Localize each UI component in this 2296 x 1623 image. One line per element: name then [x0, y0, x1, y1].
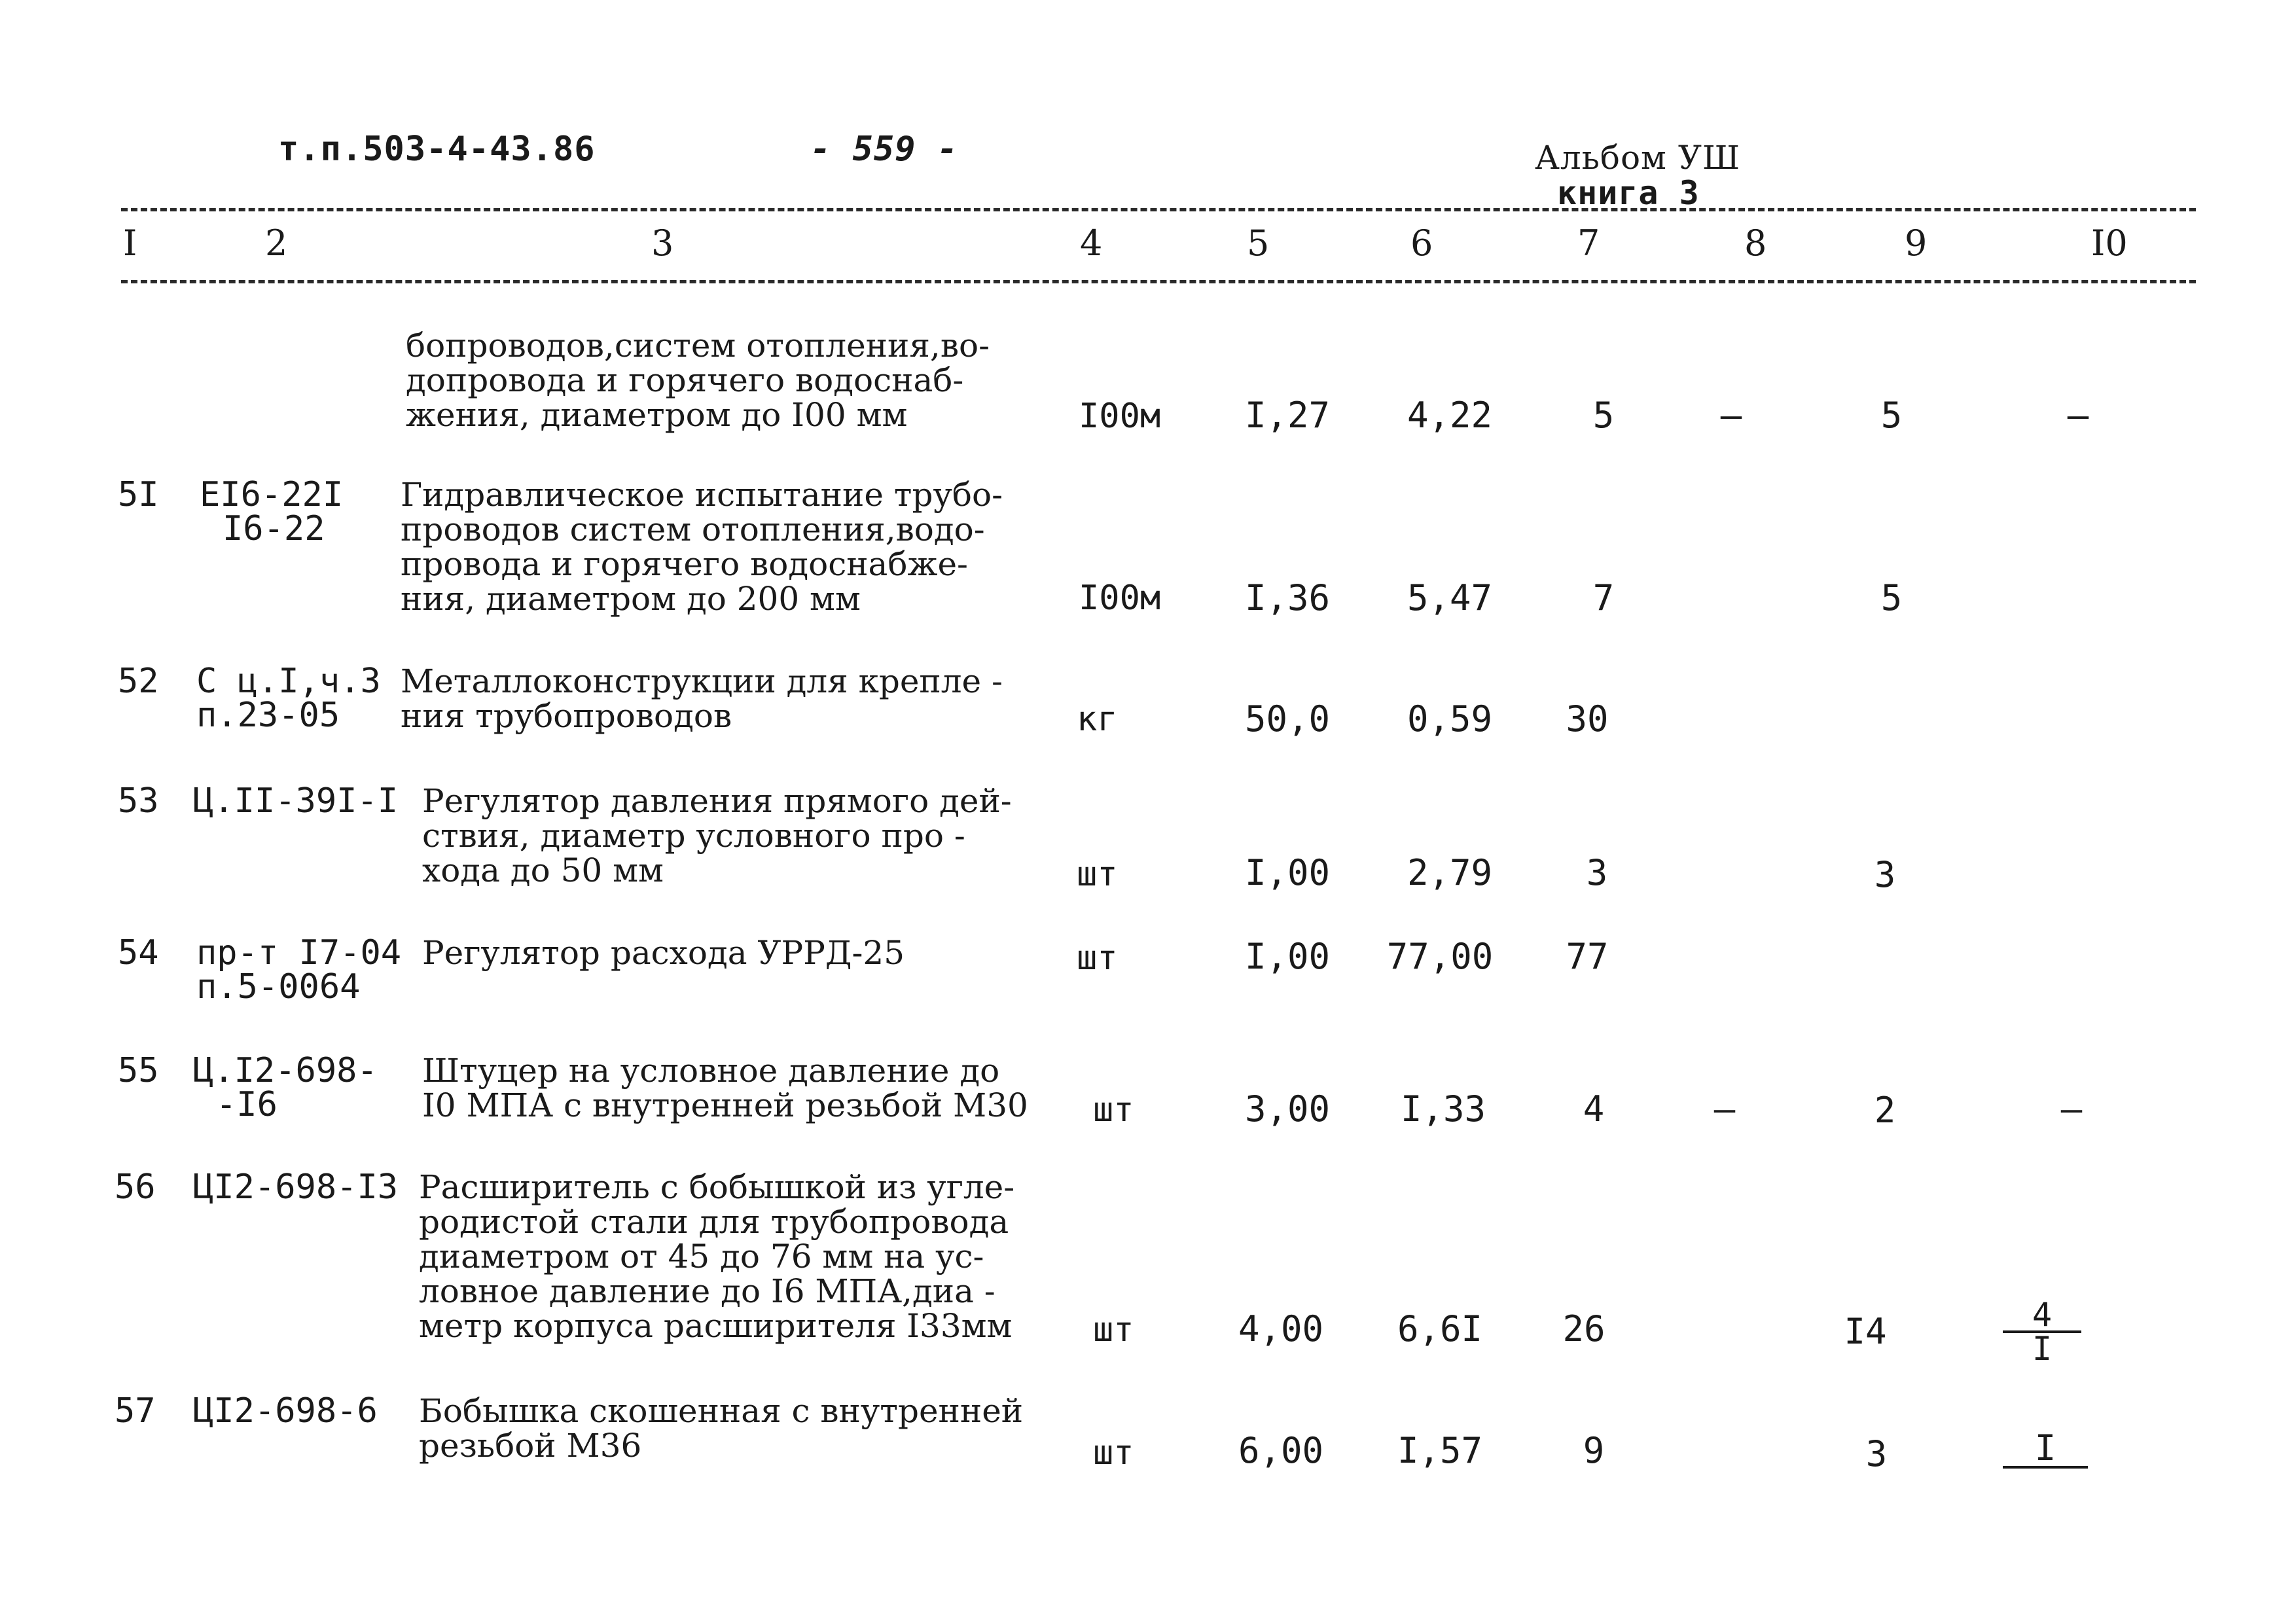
description-line: бопроводов,систем отопления,во- [406, 327, 990, 365]
album-label [1535, 140, 1740, 211]
description-line: провода и горячего водоснабже- [401, 545, 968, 583]
row-description [401, 664, 1003, 734]
row-code [193, 1168, 399, 1207]
row-quantity: I,00 [1244, 936, 1331, 977]
row-code [200, 475, 344, 548]
code-line: ЦI2-698-I3 [193, 1168, 399, 1207]
row-quantity: 6,00 [1238, 1430, 1324, 1471]
row-unit: шт [1093, 1310, 1134, 1349]
description-line: ствия, диаметр условного про - [422, 817, 965, 855]
code-line: I6-22 [223, 509, 325, 548]
row-number: 54 [118, 933, 159, 972]
fraction-denominator: I [2032, 1330, 2053, 1368]
description-line: проводов систем отопления,водо- [401, 510, 985, 548]
row-col8: – [1720, 395, 1742, 436]
description-line: Расширитель с бобышкой из угле- [419, 1168, 1015, 1206]
row-quantity: 4,00 [1238, 1308, 1324, 1349]
row-total: 3 [1586, 852, 1608, 893]
code-line: ЦI2-698-6 [193, 1391, 378, 1431]
row-total: 9 [1583, 1430, 1605, 1471]
row-col9: I4 [1844, 1311, 1887, 1352]
code-line: С ц.I,ч.3 [196, 662, 381, 701]
row-description [422, 936, 905, 971]
row-code [196, 933, 402, 1007]
row-code [193, 781, 399, 821]
description-line: жения, диаметром до I00 мм [406, 396, 908, 434]
row-description [406, 329, 990, 433]
code-line: п.23-05 [196, 696, 340, 735]
description-line: резьбой М36 [419, 1427, 642, 1465]
description-line: Бобышка скошенная с внутренней [419, 1392, 1024, 1430]
description-line: I0 МПА с внутренней резьбой М30 [422, 1086, 1028, 1124]
row-col9: 3 [1874, 854, 1896, 895]
row-description [419, 1170, 1014, 1344]
page-number: - 559 - [810, 130, 959, 169]
row-price: I,57 [1397, 1430, 1483, 1471]
row-col10: – [2060, 1088, 2083, 1130]
column-number-3: 3 [651, 223, 674, 264]
code-line: п.5-0064 [196, 967, 361, 1007]
album-title: Альбом УШ [1535, 139, 1741, 177]
row-unit: кг [1077, 700, 1118, 739]
description-line: Штуцер на условное давление до [422, 1052, 1000, 1090]
row-description [401, 478, 1003, 616]
row-price: 6,6I [1397, 1308, 1483, 1349]
row-number: 57 [115, 1391, 156, 1431]
column-number-5: 5 [1247, 223, 1270, 264]
description-line: Регулятор расхода УРРД-25 [422, 934, 905, 972]
column-number-6: 6 [1410, 223, 1433, 264]
code-line: -I6 [216, 1085, 278, 1124]
row-price: I,33 [1400, 1088, 1486, 1130]
description-line: диаметром от 45 до 76 мм на ус- [419, 1238, 984, 1275]
header-rule-bottom [121, 280, 2196, 283]
row-price: 0,59 [1407, 698, 1493, 740]
row-quantity: I,36 [1244, 577, 1331, 618]
description-line: хода до 50 мм [422, 851, 664, 889]
description-line: метр корпуса расширителя I33мм [419, 1307, 1013, 1345]
row-description [422, 784, 1012, 888]
row-description [422, 1054, 1028, 1123]
row-number: 56 [115, 1168, 156, 1207]
row-unit: I00м [1079, 397, 1161, 436]
description-line: ния трубопроводов [401, 697, 732, 735]
row-number: 53 [118, 781, 159, 821]
row-price: 2,79 [1407, 852, 1493, 893]
row-price: 77,00 [1386, 936, 1494, 977]
row-col9: 5 [1880, 577, 1903, 618]
row-quantity: 3,00 [1244, 1088, 1331, 1130]
description-line: допровода и горячего водоснаб- [406, 361, 964, 399]
row-total: 26 [1562, 1308, 1605, 1349]
column-number-8: 8 [1744, 223, 1767, 264]
row-total: 77 [1566, 936, 1609, 977]
row-unit: шт [1093, 1433, 1134, 1472]
row-col9: 2 [1874, 1090, 1896, 1131]
row-total: 5 [1592, 395, 1615, 436]
row-unit: шт [1077, 855, 1118, 894]
row-unit: I00м [1079, 579, 1161, 618]
row-quantity: I,27 [1244, 395, 1331, 436]
column-number-7: 7 [1577, 223, 1600, 264]
row-col9: 5 [1880, 395, 1903, 436]
row-code [193, 1391, 378, 1431]
description-line: ловное давление до I6 МПА,диа - [419, 1272, 996, 1310]
row-quantity: I,00 [1244, 852, 1331, 893]
column-number-9: 9 [1905, 223, 1928, 264]
column-number-10: I0 [2091, 223, 2128, 264]
fraction-numerator: 4 [2003, 1299, 2081, 1333]
row-price: 5,47 [1407, 577, 1493, 618]
row-number: 52 [118, 662, 159, 701]
row-total: 30 [1566, 698, 1609, 740]
row-description [419, 1394, 1023, 1463]
column-number-1: I [123, 223, 137, 264]
row-col8: – [1713, 1088, 1736, 1130]
code-line: пр-т I7-04 [196, 933, 402, 972]
header-rule-top [121, 208, 2196, 211]
description-line: ния, диаметром до 200 мм [401, 580, 861, 618]
row-total: 7 [1592, 577, 1615, 618]
description-line: Гидравлическое испытание трубо- [401, 476, 1003, 514]
book-title: книга 3 [1557, 174, 1700, 212]
column-number-2: 2 [265, 223, 288, 264]
description-line: Регулятор давления прямого дей- [422, 782, 1012, 820]
row-col10: – [2067, 395, 2089, 436]
description-line: Металлоконструкции для крепле - [401, 662, 1003, 700]
row-code [196, 662, 381, 735]
row-code [193, 1051, 378, 1124]
row-col10-fraction [2003, 1296, 2081, 1368]
row-price: 4,22 [1407, 395, 1493, 436]
code-line: ЕI6-22I [200, 475, 344, 514]
column-number-4: 4 [1080, 223, 1103, 264]
row-number: 55 [118, 1051, 159, 1090]
row-col10-underlined: I [2003, 1431, 2088, 1469]
row-number: 5I [118, 475, 159, 514]
row-unit: шт [1077, 938, 1118, 978]
document-code: т.п.503-4-43.86 [278, 130, 596, 169]
row-col9: 3 [1865, 1433, 1888, 1474]
code-line: Ц.I2-698- [193, 1051, 378, 1090]
row-total: 4 [1583, 1088, 1605, 1130]
code-line: Ц.II-39I-I [193, 781, 399, 821]
row-unit: шт [1093, 1090, 1134, 1130]
description-line: родистой стали для трубопровода [419, 1203, 1009, 1241]
row-quantity: 50,0 [1244, 698, 1331, 740]
